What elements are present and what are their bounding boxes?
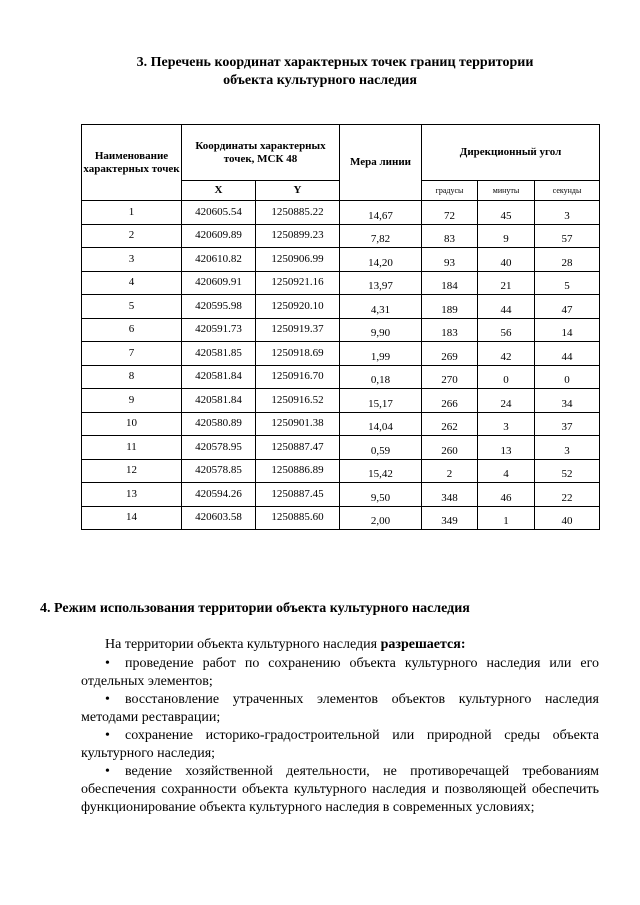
bullet-icon: • (105, 764, 110, 779)
line-measure-cell: 0,18 (340, 365, 422, 389)
table-row (82, 224, 600, 248)
list-item (81, 691, 599, 727)
degrees-cell: 262 (422, 412, 478, 436)
seconds-cell: 22 (535, 483, 600, 507)
minutes-cell: 3 (478, 412, 535, 436)
header-line-measure: Мера линии (340, 125, 422, 201)
y-coordinate-cell: 1250885.60 (256, 506, 340, 530)
table-row (82, 201, 600, 225)
line-measure-cell: 7,82 (340, 224, 422, 248)
header-coordinates: Координаты характерных точек, МСК 48 (182, 125, 340, 181)
point-number-cell: 9 (82, 389, 182, 413)
table-row (82, 342, 600, 366)
x-coordinate-cell: 420581.85 (182, 342, 256, 366)
table-row (82, 248, 600, 272)
point-number-cell: 5 (82, 295, 182, 319)
point-number-cell: 10 (82, 412, 182, 436)
x-coordinate-cell: 420595.98 (182, 295, 256, 319)
table-row (82, 483, 600, 507)
header-seconds: секунды (535, 181, 600, 201)
table-row (82, 436, 600, 460)
table-row (82, 412, 600, 436)
line-measure-cell: 9,50 (340, 483, 422, 507)
table-row (82, 318, 600, 342)
minutes-cell: 1 (478, 506, 535, 530)
minutes-cell: 46 (478, 483, 535, 507)
point-number-cell: 13 (82, 483, 182, 507)
y-coordinate-cell: 1250918.69 (256, 342, 340, 366)
y-coordinate-cell: 1250919.37 (256, 318, 340, 342)
degrees-cell: 349 (422, 506, 478, 530)
seconds-cell: 52 (535, 459, 600, 483)
point-number-cell: 4 (82, 271, 182, 295)
y-coordinate-cell: 1250916.70 (256, 365, 340, 389)
table-row (82, 389, 600, 413)
section-4-heading: 4. Режим использования территории объекта культурного наследия (40, 601, 470, 616)
point-number-cell: 1 (82, 201, 182, 225)
list-item-text: ведение хозяйственной деятельности, не противоречащей требованиям обеспечения сохранности объекта культурного наследия и позволяющей обеспечить функционирование объекта культурного наследия в современных условиях; (81, 764, 599, 815)
y-coordinate-cell: 1250921.16 (256, 271, 340, 295)
minutes-cell: 56 (478, 318, 535, 342)
minutes-cell: 44 (478, 295, 535, 319)
x-coordinate-cell: 420603.58 (182, 506, 256, 530)
table-row (82, 365, 600, 389)
list-item (81, 727, 599, 763)
y-coordinate-cell: 1250899.23 (256, 224, 340, 248)
degrees-cell: 348 (422, 483, 478, 507)
table-row (82, 295, 600, 319)
minutes-cell: 0 (478, 365, 535, 389)
y-coordinate-cell: 1250887.45 (256, 483, 340, 507)
x-coordinate-cell: 420581.84 (182, 389, 256, 413)
lead-text: На территории объекта культурного наследия (105, 637, 381, 652)
x-coordinate-cell: 420578.95 (182, 436, 256, 460)
x-coordinate-cell: 420581.84 (182, 365, 256, 389)
x-coordinate-cell: 420594.26 (182, 483, 256, 507)
minutes-cell: 4 (478, 459, 535, 483)
point-number-cell: 7 (82, 342, 182, 366)
header-x: X (182, 181, 256, 201)
point-number-cell: 8 (82, 365, 182, 389)
y-coordinate-cell: 1250906.99 (256, 248, 340, 272)
line-measure-cell: 14,04 (340, 412, 422, 436)
y-coordinate-cell: 1250885.22 (256, 201, 340, 225)
y-coordinate-cell: 1250886.89 (256, 459, 340, 483)
line-measure-cell: 15,17 (340, 389, 422, 413)
seconds-cell: 34 (535, 389, 600, 413)
point-number-cell: 14 (82, 506, 182, 530)
table-row (82, 271, 600, 295)
y-coordinate-cell: 1250887.47 (256, 436, 340, 460)
minutes-cell: 21 (478, 271, 535, 295)
degrees-cell: 270 (422, 365, 478, 389)
section-4-body (81, 636, 599, 817)
header-degrees: градусы (422, 181, 478, 201)
minutes-cell: 9 (478, 224, 535, 248)
lead-bold-text: разрешается: (380, 637, 466, 652)
point-number-cell: 3 (82, 248, 182, 272)
degrees-cell: 184 (422, 271, 478, 295)
degrees-cell: 183 (422, 318, 478, 342)
line-measure-cell: 4,31 (340, 295, 422, 319)
degrees-cell: 2 (422, 459, 478, 483)
section-3-title-line-2: объекта культурного наследия (223, 73, 417, 88)
list-item-text: проведение работ по сохранению объекта культурного наследия или его отдельных элементов; (81, 656, 599, 689)
seconds-cell: 37 (535, 412, 600, 436)
degrees-cell: 93 (422, 248, 478, 272)
degrees-cell: 266 (422, 389, 478, 413)
header-y: Y (256, 181, 340, 201)
seconds-cell: 57 (535, 224, 600, 248)
line-measure-cell: 9,90 (340, 318, 422, 342)
bullet-icon: • (105, 692, 110, 707)
x-coordinate-cell: 420610.82 (182, 248, 256, 272)
line-measure-cell: 14,20 (340, 248, 422, 272)
seconds-cell: 28 (535, 248, 600, 272)
lead-paragraph (81, 636, 599, 654)
seconds-cell: 3 (535, 201, 600, 225)
x-coordinate-cell: 420591.73 (182, 318, 256, 342)
seconds-cell: 14 (535, 318, 600, 342)
seconds-cell: 5 (535, 271, 600, 295)
line-measure-cell: 14,67 (340, 201, 422, 225)
seconds-cell: 3 (535, 436, 600, 460)
y-coordinate-cell: 1250901.38 (256, 412, 340, 436)
seconds-cell: 40 (535, 506, 600, 530)
degrees-cell: 260 (422, 436, 478, 460)
x-coordinate-cell: 420605.54 (182, 201, 256, 225)
minutes-cell: 13 (478, 436, 535, 460)
degrees-cell: 72 (422, 201, 478, 225)
bullet-icon: • (105, 656, 110, 671)
list-item-text: восстановление утраченных элементов объектов культурного наследия методами реставрации; (81, 692, 599, 725)
list-item (81, 655, 599, 691)
header-point-name: Наименование характерных точек (82, 125, 182, 201)
list-item-text: сохранение историко-градостроительной или природной среды объекта культурного наследия; (81, 728, 599, 761)
table-row (82, 506, 600, 530)
minutes-cell: 24 (478, 389, 535, 413)
point-number-cell: 2 (82, 224, 182, 248)
line-measure-cell: 0,59 (340, 436, 422, 460)
list-item (81, 763, 599, 817)
section-3-heading (0, 54, 640, 90)
line-measure-cell: 15,42 (340, 459, 422, 483)
seconds-cell: 47 (535, 295, 600, 319)
minutes-cell: 42 (478, 342, 535, 366)
line-measure-cell: 13,97 (340, 271, 422, 295)
header-direction-angle: Дирекционный угол (422, 125, 600, 181)
y-coordinate-cell: 1250916.52 (256, 389, 340, 413)
line-measure-cell: 1,99 (340, 342, 422, 366)
bullet-icon: • (105, 728, 110, 743)
seconds-cell: 0 (535, 365, 600, 389)
degrees-cell: 269 (422, 342, 478, 366)
coordinates-table (81, 124, 600, 530)
minutes-cell: 45 (478, 201, 535, 225)
degrees-cell: 189 (422, 295, 478, 319)
x-coordinate-cell: 420609.91 (182, 271, 256, 295)
x-coordinate-cell: 420578.85 (182, 459, 256, 483)
point-number-cell: 12 (82, 459, 182, 483)
table-row (82, 459, 600, 483)
x-coordinate-cell: 420609.89 (182, 224, 256, 248)
x-coordinate-cell: 420580.89 (182, 412, 256, 436)
point-number-cell: 6 (82, 318, 182, 342)
y-coordinate-cell: 1250920.10 (256, 295, 340, 319)
header-minutes: минуты (478, 181, 535, 201)
seconds-cell: 44 (535, 342, 600, 366)
point-number-cell: 11 (82, 436, 182, 460)
section-3-title-line-1: 3. Перечень координат характерных точек границ территории (136, 55, 534, 70)
permitted-activities-list (81, 655, 599, 817)
line-measure-cell: 2,00 (340, 506, 422, 530)
minutes-cell: 40 (478, 248, 535, 272)
coordinates-table-body (82, 201, 600, 530)
degrees-cell: 83 (422, 224, 478, 248)
